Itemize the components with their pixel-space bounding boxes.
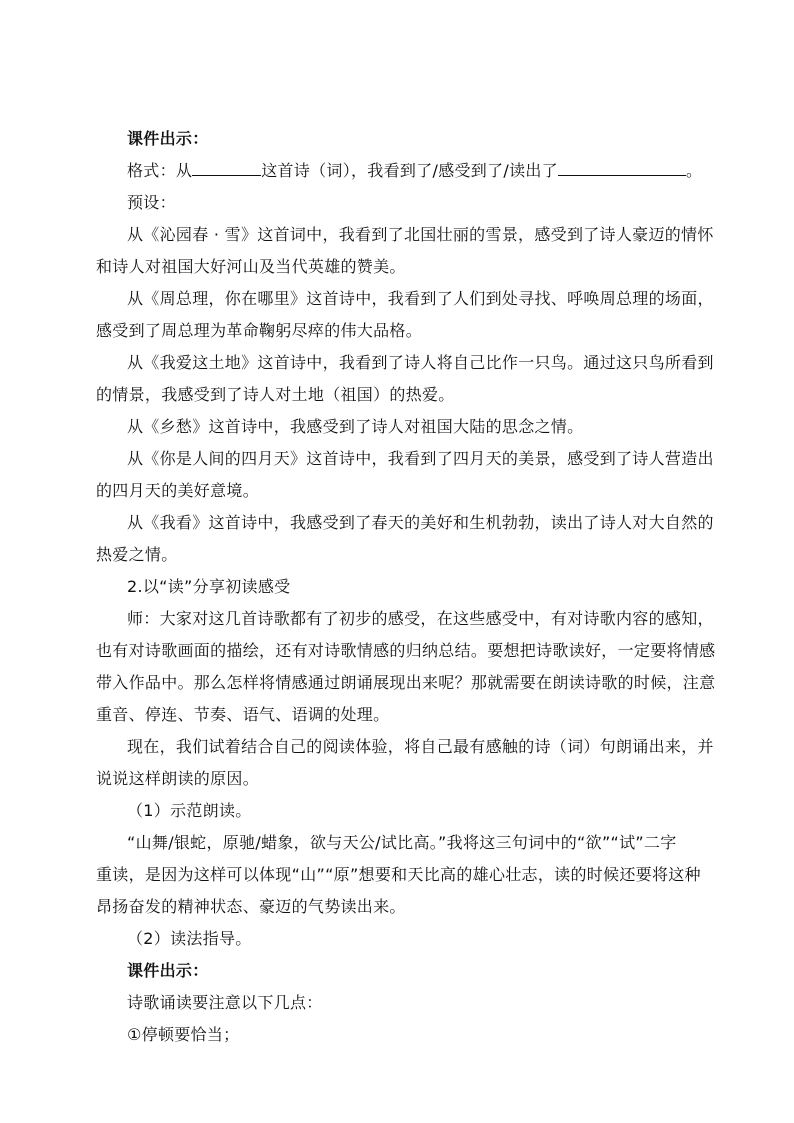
demo-para-line-3: 昂扬奋发的精神状态、豪迈的气势读出来。 <box>96 897 406 916</box>
document-body <box>96 123 716 1051</box>
teacher-para-line-1: 师：大家对这几首诗歌都有了初步的感受，在这些感受中，有对诗歌内容的感知， <box>127 609 714 628</box>
tip-1: ①停顿要恰当； <box>127 1025 240 1044</box>
format-blank-1 <box>192 157 261 176</box>
courseware-heading: 课件出示： <box>127 129 209 148</box>
teacher-para-line-4: 重音、停连、节奏、语气、语调的处理。 <box>96 705 390 724</box>
tips-intro: 诗歌诵读要注意以下几点： <box>127 993 323 1012</box>
format-suffix: 。 <box>686 161 703 180</box>
demo-para-line-2: 重读，是因为这样可以体现“山”“原”想要和天比高的雄心壮志，读的时候还要将这种 <box>96 865 701 884</box>
preset-2-line-2: 感受到了周总理为革命鞠躬尽瘁的伟大品格。 <box>96 321 423 340</box>
preset-4-line-1: 从《乡愁》这首诗中，我感受到了诗人对祖国大陆的思念之情。 <box>127 417 584 436</box>
demo-label: （1）示范朗读。 <box>127 801 252 820</box>
preset-2-line-1: 从《周总理，你在哪里》这首诗中，我看到了人们到处寻找、呼唤周总理的场面， <box>127 289 714 308</box>
guide-label: （2）读法指导。 <box>127 929 252 948</box>
preset-label: 预设： <box>127 193 176 212</box>
format-line <box>96 155 708 187</box>
preset-5-line-1: 从《你是人间的四月天》这首诗中，我看到了四月天的美景，感受到了诗人营造出 <box>127 449 714 468</box>
preset-6-line-2: 热爱之情。 <box>96 545 178 564</box>
section-2-heading: 2.以“读”分享初读感受 <box>127 577 291 596</box>
preset-5-line-2: 的四月天的美好意境。 <box>96 481 260 500</box>
preset-6-line-1: 从《我看》这首诗中，我感受到了春天的美好和生机勃勃，读出了诗人对大自然的 <box>127 513 714 532</box>
preset-1-line-1: 从《沁园春 · 雪》这首词中，我看到了北国壮丽的雪景，感受到了诗人豪迈的情怀 <box>127 225 714 244</box>
preset-3-line-1: 从《我爱这土地》这首诗中，我看到了诗人将自己比作一只鸟。通过这只鸟所看到 <box>127 353 714 372</box>
now-para-line-1: 现在，我们试着结合自己的阅读体验，将自己最有感触的诗（词）句朗诵出来，并 <box>127 737 714 756</box>
format-middle: 这首诗（词），我看到了/感受到了/读出了 <box>261 161 558 180</box>
teacher-para-line-3: 带入作品中。那么怎样将情感通过朗诵展现出来呢？那就需要在朗读诗歌的时候，注意 <box>96 673 716 692</box>
courseware-heading-2: 课件出示： <box>127 961 209 980</box>
teacher-para-line-2: 也有对诗歌画面的描绘，还有对诗歌情感的归纳总结。要想把诗歌读好，一定要将情感 <box>96 641 716 660</box>
now-para-line-2: 说说这样朗读的原因。 <box>96 769 260 788</box>
format-blank-2 <box>558 157 686 176</box>
preset-3-line-2: 的情景，我感受到了诗人对土地（祖国）的热爱。 <box>96 385 455 404</box>
format-prefix: 格式：从 <box>127 161 193 180</box>
preset-1-line-2: 和诗人对祖国大好河山及当代英雄的赞美。 <box>96 257 406 276</box>
demo-para-line-1: “山舞/银蛇，原驰/蜡象，欲与天公/试比高。”我将这三句词中的“欲”“试”二字 <box>127 833 677 852</box>
